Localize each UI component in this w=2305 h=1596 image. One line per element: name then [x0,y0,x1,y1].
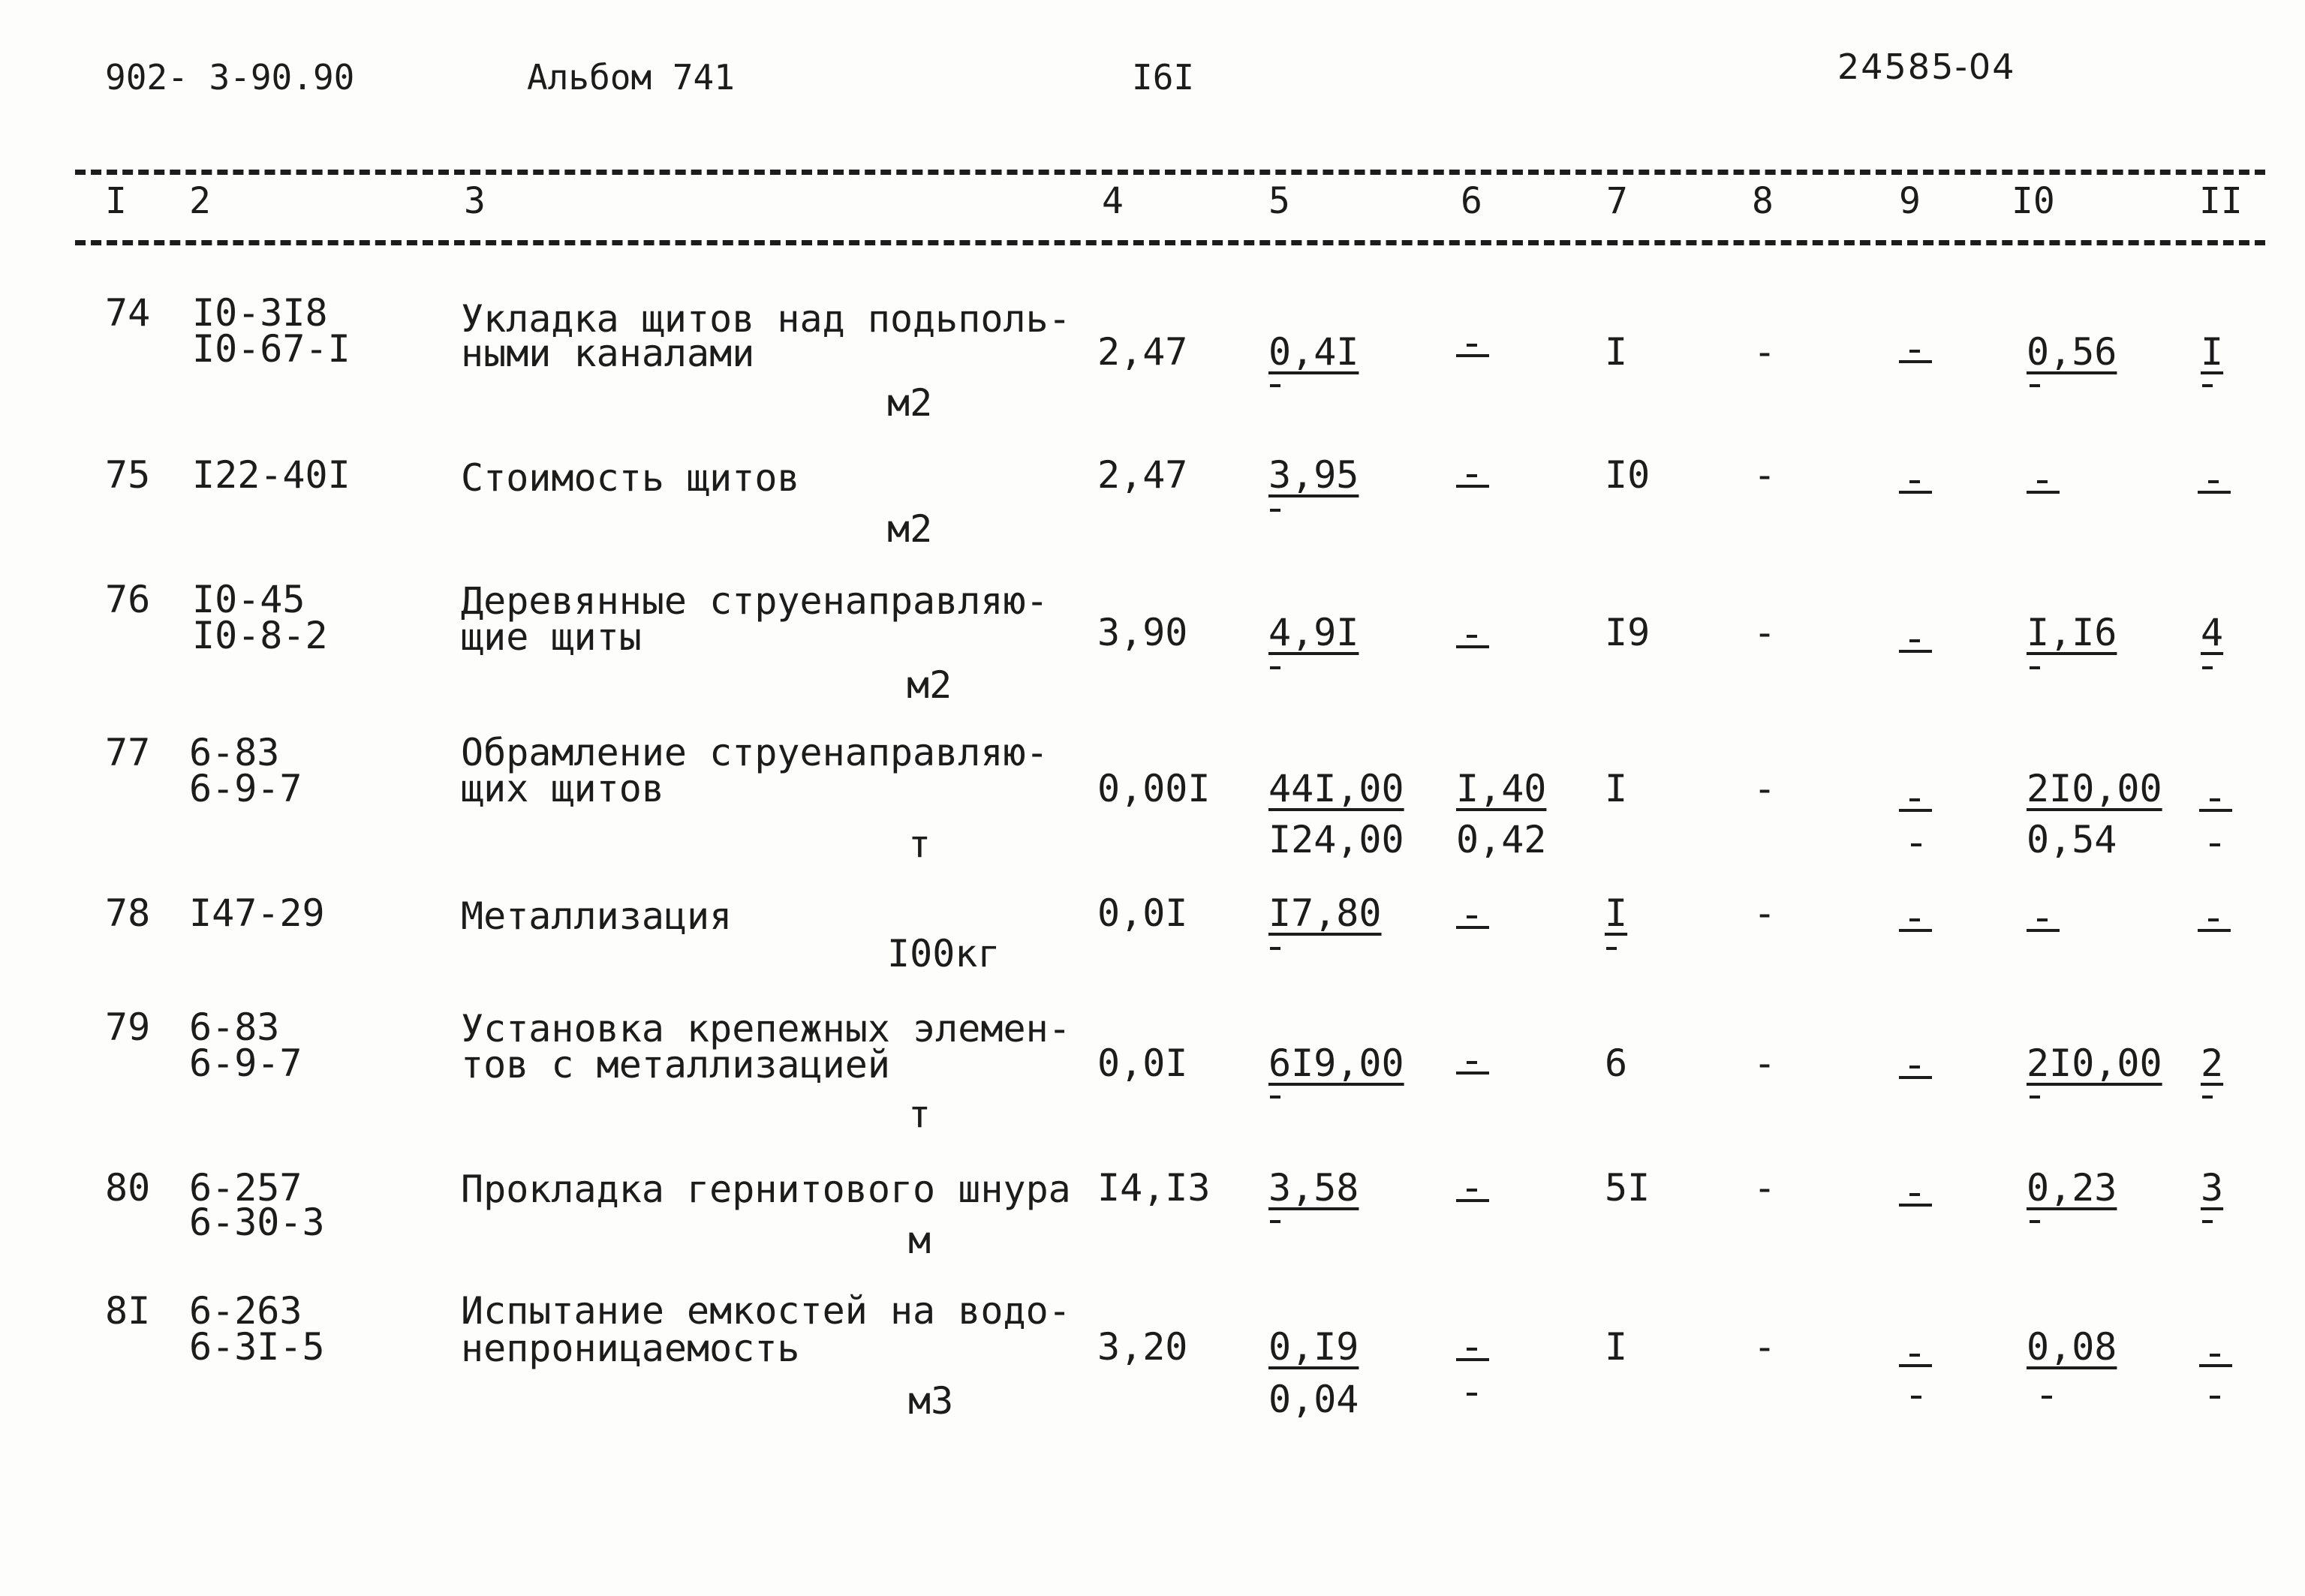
quantity: 0,00I [1097,767,1211,810]
dash-mark [2030,1096,2040,1099]
ditto-mark [2198,918,2231,938]
rate-code: I22-40I [192,453,351,497]
rate-code: 6-30-3 [189,1201,325,1244]
unit: м2 [887,381,933,425]
quantity: 0,0I [1097,891,1188,935]
header-top-rule [75,170,2265,175]
col8-value: - [1753,330,1777,374]
work-description: Прокладка гернитового шнура [461,1168,1071,1211]
col-header-4: 4 [1102,180,1124,222]
dash-mark [1270,666,1280,669]
dash-mark [1606,947,1617,950]
work-description: Металлизация [461,894,733,938]
ditto-mark [1899,1066,1932,1085]
col7-value: I [1605,330,1628,374]
col10-secondary: 0,54 [2027,818,2117,861]
dash-mark [2202,1096,2213,1099]
col8-value: - [1753,1325,1777,1369]
quantity: I4,I3 [1097,1166,1211,1210]
unit-cost-secondary: I24,00 [1268,818,1404,861]
col8-value: - [1753,453,1777,497]
dash-mark [1270,947,1280,950]
row-number: 79 [105,1005,151,1049]
col11-value: 4 [2201,611,2224,654]
ditto-mark [2027,918,2060,938]
col8-value: - [1753,1041,1777,1085]
col-header-7: 7 [1606,180,1628,222]
work-description: Деревянные струенаправляю- [461,579,1049,623]
col7-value: I [1605,1325,1628,1369]
album-label: Альбом 741 [527,57,735,98]
unit-cost: 0,4I [1268,330,1359,374]
rate-code: I0-8-2 [192,614,328,657]
col11-value: I [2201,330,2224,374]
work-description: Стоимость щитов [461,456,800,500]
col11-value: 2 [2201,1041,2224,1085]
dash-mark [2202,1220,2213,1223]
dash-mark [1270,1220,1280,1223]
ditto-mark [1456,1189,1489,1208]
unit: т [908,822,931,866]
header-bottom-rule [75,240,2265,245]
rate-code: I0-3I8 [192,291,328,335]
work-description: Установка крепежных элемен- [461,1007,1071,1050]
dash-mark [1467,1393,1477,1396]
ditto-mark [1456,915,1489,935]
row-number: 76 [105,578,151,621]
work-description: непроницаемость [461,1327,800,1370]
col7-value: I [1605,767,1628,810]
dash-mark [2202,666,2213,669]
col7-value: I0 [1605,453,1651,497]
col-header-6: 6 [1461,180,1482,222]
dash-mark [2042,1396,2052,1399]
rate-code: I0-67-I [192,327,351,371]
ditto-mark [1456,1348,1489,1367]
row-number: 74 [105,291,151,335]
unit: т [908,1093,931,1136]
unit: м2 [907,663,952,707]
row-number: 8I [105,1289,151,1333]
quantity: 3,90 [1097,611,1188,654]
unit-cost: 6I9,00 [1268,1041,1404,1085]
rate-code: I47-29 [189,891,325,935]
row-number: 75 [105,453,151,497]
unit-cost: 44I,00 [1268,767,1404,810]
rate-code: 6-3I-5 [189,1325,325,1369]
col-header-5: 5 [1268,180,1290,222]
unit-cost: 3,58 [1268,1166,1359,1210]
dash-mark [2030,666,2040,669]
ditto-mark [1456,635,1489,654]
dash-mark [2030,384,2040,387]
unit-cost-secondary: 0,04 [1268,1378,1359,1421]
col8-value: - [1753,891,1777,935]
dash-mark [2210,843,2220,846]
ditto-mark [1899,1193,1932,1213]
ditto-mark [1456,344,1489,363]
row-number: 78 [105,891,151,935]
col-header-10: I0 [2012,180,2055,222]
dash-mark [1911,843,1921,846]
ditto-mark [1899,1354,1932,1373]
col10-value: 2I0,00 [2027,1041,2162,1085]
ditto-mark [1899,350,1932,369]
dash-mark [1270,384,1280,387]
col7-value: 5I [1605,1166,1651,1210]
ditto-mark [1899,480,1932,500]
dash-mark [1911,1396,1921,1399]
ditto-mark [2199,1354,2232,1373]
col-header-11: II [2199,180,2243,222]
quantity: 2,47 [1097,330,1188,374]
col7-value: I9 [1605,611,1651,654]
col-header-2: 2 [189,180,211,222]
unit-cost: 4,9I [1268,611,1359,654]
col-header-9: 9 [1899,180,1921,222]
row-number: 77 [105,731,151,774]
col6-secondary: 0,42 [1456,818,1547,861]
rate-code: 6-83 [189,731,280,774]
dash-mark [2030,1220,2040,1223]
unit: I00кг [887,932,1001,975]
dash-mark [1270,1096,1280,1099]
ditto-mark [1456,474,1489,494]
col10-value: I,I6 [2027,611,2117,654]
col-header-1: I [105,180,127,222]
col-header-3: 3 [464,180,486,222]
col7-value: I [1605,891,1628,935]
dash-mark [1270,509,1280,512]
col11-value: 3 [2201,1166,2224,1210]
rate-code: I0-45 [192,578,305,621]
quantity: 0,0I [1097,1041,1188,1085]
ditto-mark [1899,639,1932,659]
rate-code: 6-83 [189,1005,280,1049]
col7-value: 6 [1605,1041,1628,1085]
col10-value: 0,56 [2027,330,2117,374]
unit-cost: 3,95 [1268,453,1359,497]
dash-mark [2202,384,2213,387]
ditto-mark [1456,1061,1489,1081]
col-header-8: 8 [1752,180,1774,222]
quantity: 3,20 [1097,1325,1188,1369]
page-number: I6I [1132,57,1195,98]
work-description: Обрамление струенаправляю- [461,731,1049,774]
unit: м2 [887,507,933,551]
ditto-mark [2198,480,2231,500]
col10-value: 0,23 [2027,1166,2117,1210]
work-description: щие щиты [461,615,642,659]
work-description: Испытание емкостей на водо- [461,1289,1071,1333]
unit-cost: I7,80 [1268,891,1382,935]
col8-value: - [1753,611,1777,654]
work-description: щих щитов [461,767,664,810]
rate-code: 6-9-7 [189,767,302,810]
work-description: тов с металлизацией [461,1043,890,1087]
quantity: 2,47 [1097,453,1188,497]
ditto-mark [1899,798,1932,818]
rate-code: 6-9-7 [189,1041,302,1085]
document-code: 902- 3-90.90 [105,57,355,98]
unit-cost: 0,I9 [1268,1325,1359,1369]
ditto-mark [1899,918,1932,938]
row-number: 80 [105,1166,151,1210]
unit: м [908,1219,931,1262]
ditto-mark [2027,480,2093,500]
rate-code: 6-263 [189,1289,302,1333]
unit: м3 [908,1379,954,1423]
col8-value: - [1753,767,1777,810]
dash-mark [2210,1396,2220,1399]
col10-value: 2I0,00 [2027,767,2162,810]
work-description: Укладка щитов над подьполь- [461,297,1071,341]
rate-code: 6-257 [189,1166,302,1210]
document-number: 24585-04 [1837,47,2016,87]
col10-value: 0,08 [2027,1325,2117,1369]
ditto-mark [2199,798,2232,818]
col8-value: - [1753,1166,1777,1210]
col6-value: I,40 [1456,767,1547,810]
work-description: ными каналами [461,332,755,375]
